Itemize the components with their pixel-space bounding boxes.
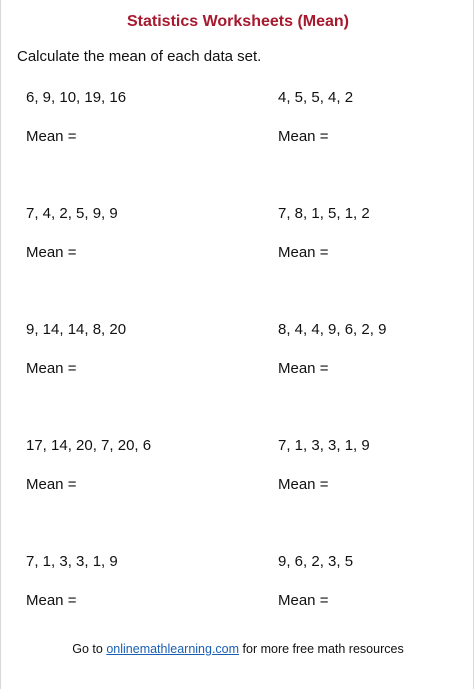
mean-label: Mean = (278, 476, 329, 493)
footer-suffix: for more free math resources (239, 642, 404, 656)
data-set: 7, 1, 3, 3, 1, 9 (278, 437, 370, 454)
problem-4 (278, 204, 474, 274)
data-set: 17, 14, 20, 7, 20, 6 (26, 437, 152, 454)
data-set: 4, 5, 5, 4, 2 (278, 89, 354, 106)
problem-7 (26, 436, 236, 506)
data-set: 7, 4, 2, 5, 9, 9 (26, 205, 118, 222)
problem-10 (278, 552, 474, 622)
mean-label: Mean = (278, 128, 329, 145)
problem-2 (278, 88, 474, 158)
footer-note (1, 640, 474, 658)
mean-label: Mean = (26, 128, 77, 145)
mean-label: Mean = (26, 244, 77, 261)
problem-1 (26, 88, 236, 158)
data-set: 7, 1, 3, 3, 1, 9 (26, 553, 118, 570)
problem-5 (26, 320, 236, 390)
mean-label: Mean = (278, 244, 329, 261)
mean-label: Mean = (26, 476, 77, 493)
data-set: 6, 9, 10, 19, 16 (26, 89, 127, 106)
problem-3 (26, 204, 236, 274)
worksheet-instruction: Calculate the mean of each data set. (17, 48, 262, 65)
problem-9 (26, 552, 236, 622)
data-set: 8, 4, 4, 9, 6, 2, 9 (278, 321, 387, 338)
problem-6 (278, 320, 474, 390)
mean-label: Mean = (26, 592, 77, 609)
site-link[interactable]: onlinemathlearning.com (106, 642, 240, 656)
mean-label: Mean = (278, 592, 329, 609)
mean-label: Mean = (278, 360, 329, 377)
data-set: 9, 6, 2, 3, 5 (278, 553, 354, 570)
problem-8 (278, 436, 474, 506)
data-set: 9, 14, 14, 8, 20 (26, 321, 127, 338)
worksheet-title: Statistics Worksheets (Mean) (127, 13, 349, 30)
footer-prefix: Go to (72, 642, 107, 656)
mean-label: Mean = (26, 360, 77, 377)
data-set: 7, 8, 1, 5, 1, 2 (278, 205, 370, 222)
